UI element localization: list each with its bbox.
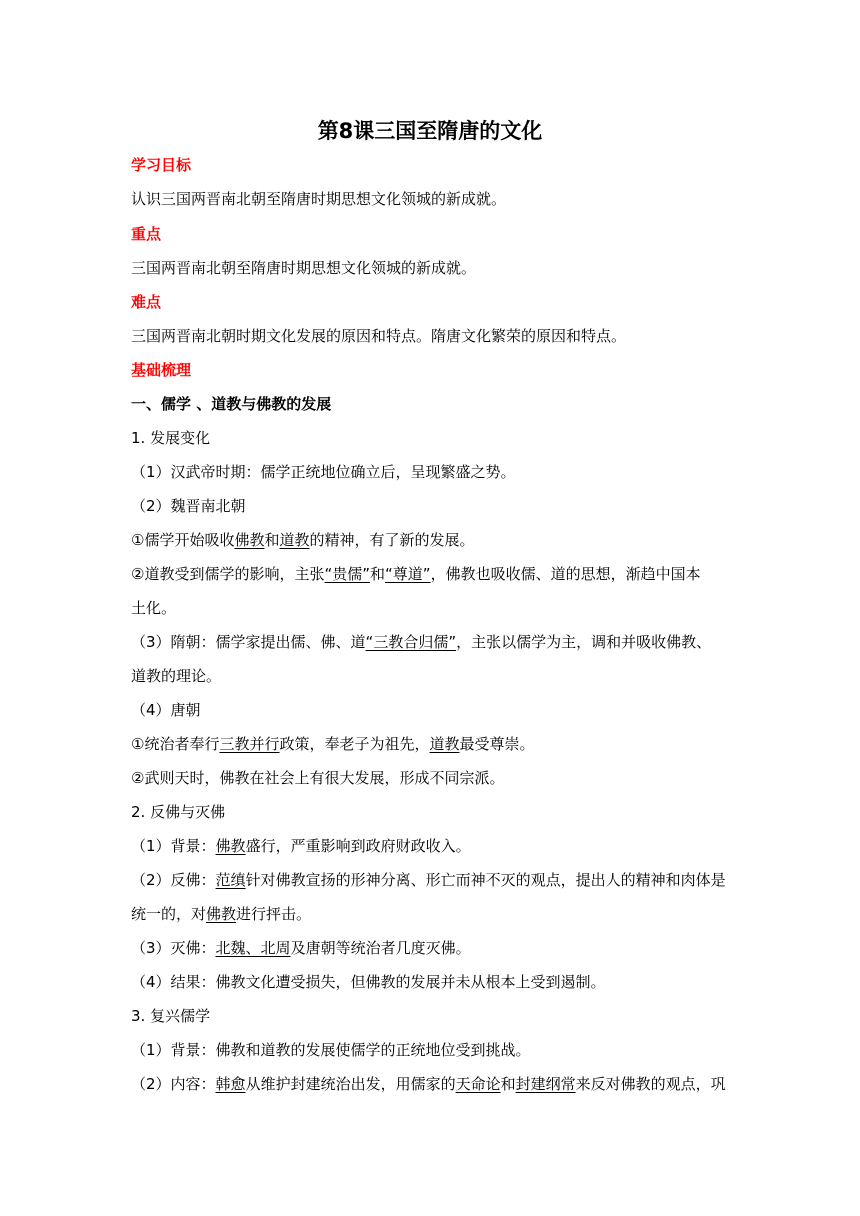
text-run: （3）灭佛： [131,939,216,957]
underlined-term: 封建纲常 [515,1075,576,1093]
part1-line3 [131,530,741,550]
difficulty-heading: 难点 [131,293,162,311]
underlined-term: 道教 [279,531,310,549]
underlined-term: 道教 [429,735,460,753]
text-run: （2）内容： [131,1075,216,1093]
text-run: 进行抨击。 [236,905,312,923]
underlined-term: 范缜 [215,871,246,889]
text-run: （2）反佛： [131,871,216,889]
text-run: 政策，奉老子为祖先， [279,735,430,753]
part1-line4 [131,564,741,584]
part1-line2: （2）魏晋南北朝 [131,497,246,515]
underlined-term: 韩愈 [215,1075,246,1093]
part1-line6 [131,632,741,652]
basics-heading: 基础梳理 [131,361,192,379]
text-run: 和 [500,1075,516,1093]
objectives-heading: 学习目标 [131,156,192,174]
part3-heading: 3. 复兴儒学 [131,1007,211,1025]
difficulty-text: 三国两晋南北朝时期文化发展的原因和特点。隋唐文化繁荣的原因和特点。 [131,327,627,345]
part2-heading: 2. 反佛与灭佛 [131,803,226,821]
text-run: （3）隋朝：儒学家提出儒、佛、道 [131,633,366,651]
text-run: 统一的，对 [131,905,207,923]
text-run: ，主张以儒学为主，调和并吸收佛教、 [456,633,712,651]
underlined-term: “尊道” [385,565,431,583]
text-run: ②道教受到儒学的影响，主张 [131,565,325,583]
text-run: 来反对佛教的观点，巩 [575,1075,726,1093]
part1-heading: 1. 发展变化 [131,429,211,447]
text-run: 最受尊崇。 [459,735,535,753]
part3-line1: （1）背景：佛教和道教的发展使儒学的正统地位受到挑战。 [131,1041,531,1059]
text-run: ①统治者奉行 [131,735,220,753]
page-title: 第8课三国至隋唐的文化 [317,119,543,143]
part2-line3 [131,904,741,924]
part2-line4 [131,938,741,958]
part1-line10: ②武则天时，佛教在社会上有很大发展，形成不同宗派。 [131,769,505,787]
key-point-text: 三国两晋南北朝至隋唐时期思想文化领城的新成就。 [131,259,477,277]
part1-line8: （4）唐朝 [131,701,201,719]
underlined-term: “贵儒” [324,565,370,583]
text-run: 及唐朝等统治者几度灭佛。 [290,939,471,957]
text-run: 盛行，严重影响到政府财政收入。 [245,837,471,855]
underlined-term: 天命论 [455,1075,501,1093]
underlined-term: 佛教 [234,531,265,549]
underlined-term: 三教并行 [219,735,280,753]
part2-line5: （4）结果：佛教文化遭受损失，但佛教的发展并未从根本上受到遏制。 [131,973,606,991]
part2-line2 [131,870,741,890]
text-run: （1）背景： [131,837,216,855]
text-run: 的精神，有了新的发展。 [309,531,475,549]
text-run: 和 [264,531,280,549]
part1-line7: 道教的理论。 [131,667,222,685]
part1-line1: （1）汉武帝时期：儒学正统地位确立后，呈现繁盛之势。 [131,463,516,481]
part2-line1 [131,836,741,856]
text-run: 和 [370,565,386,583]
text-run: 针对佛教宣扬的形神分离、形亡而神不灭的观点，提出人的精神和肉体是 [245,871,726,889]
text-run: 从维护封建统治出发，用儒家的 [245,1075,456,1093]
objectives-text: 认识三国两晋南北朝至隋唐时期思想文化领城的新成就。 [131,190,507,208]
underlined-term: 北魏、北周 [215,939,291,957]
part1-line9 [131,734,741,754]
section1-heading: 一、儒学 、道教与佛教的发展 [131,395,332,413]
underlined-term: 佛教 [206,905,237,923]
key-point-heading: 重点 [131,225,162,243]
underlined-term: 佛教 [215,837,246,855]
text-run: ①儒学开始吸收 [131,531,235,549]
underlined-term: “三教合归儒” [365,633,457,651]
part1-line5: 土化。 [131,599,177,617]
text-run: ，佛教也吸收儒、道的思想，渐趋中国本 [430,565,701,583]
part3-line2 [131,1074,741,1094]
